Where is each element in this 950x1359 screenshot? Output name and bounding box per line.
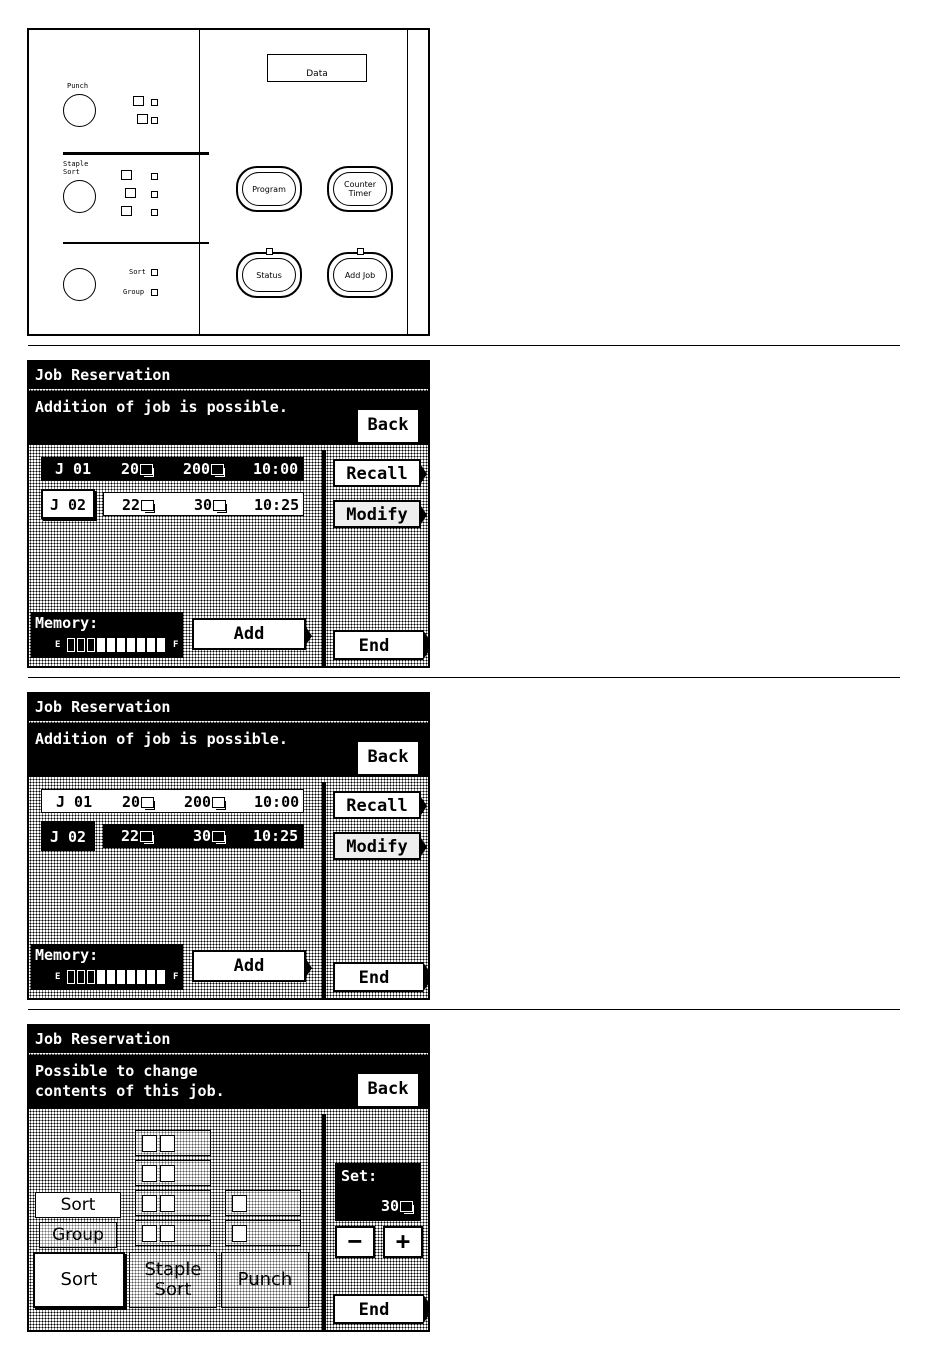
program-label: Program — [242, 172, 296, 206]
group-option[interactable]: Group — [39, 1222, 117, 1248]
message-line-1: Possible to change — [35, 1062, 198, 1080]
copies-icon — [211, 464, 224, 475]
memory-segment — [77, 638, 85, 652]
copies-icon — [212, 831, 225, 842]
sort-indicator — [151, 269, 158, 276]
message-text: Addition of job is possible. — [35, 398, 288, 416]
screen-title: Job Reservation — [29, 694, 428, 721]
memory-segment — [107, 970, 115, 984]
memory-segment — [87, 970, 95, 984]
screen-title: Job Reservation — [29, 362, 428, 389]
add-button[interactable]: Add — [192, 950, 306, 982]
back-button[interactable]: Back — [358, 408, 420, 444]
finish-tile-2 — [135, 1160, 211, 1186]
memory-segment — [97, 638, 105, 652]
job-row-j02-selector[interactable]: J 02 — [41, 489, 95, 519]
memory-segment — [137, 970, 145, 984]
message-line-2: contents of this job. — [35, 1082, 225, 1100]
originals-icon — [140, 831, 153, 842]
memory-segment — [107, 638, 115, 652]
panel-divider — [199, 30, 200, 334]
screen-divider — [322, 450, 326, 666]
originals-count: 22 — [121, 827, 140, 845]
screen-divider — [322, 1114, 326, 1330]
job-id: J 01 — [55, 460, 92, 478]
set-label: Set: — [341, 1167, 378, 1185]
back-button[interactable]: Back — [358, 1072, 420, 1108]
modify-button[interactable]: Modify — [333, 500, 421, 528]
page-icon — [160, 1225, 175, 1242]
set-value: 30 — [380, 1197, 399, 1215]
finish-tile-4 — [135, 1220, 211, 1246]
copies-count: 200 — [183, 460, 211, 478]
panel-separator-2 — [63, 242, 209, 244]
originals-icon — [141, 797, 154, 808]
staple-indicator-3 — [151, 209, 158, 216]
memory-segment — [67, 638, 75, 652]
status-label: Status — [242, 258, 296, 292]
add-job-label: Add Job — [333, 258, 387, 292]
end-button[interactable]: End — [333, 630, 423, 660]
job-row-j02[interactable] — [103, 824, 304, 848]
add-job-key[interactable] — [327, 252, 393, 298]
page-icon — [142, 1195, 157, 1212]
back-button[interactable]: Back — [358, 740, 420, 776]
job-time: 10:25 — [254, 496, 300, 514]
memory-segment — [157, 970, 165, 984]
sort-group-key[interactable] — [63, 268, 96, 301]
add-button[interactable]: Add — [192, 618, 306, 650]
job-reservation-screen-2 — [27, 692, 430, 1000]
memory-full-label: F — [173, 640, 179, 650]
copies-count: 200 — [184, 793, 212, 811]
job-row-j02[interactable] — [103, 492, 304, 516]
page-icon — [160, 1165, 175, 1182]
staple-indicator-1 — [151, 173, 158, 180]
memory-gauge — [31, 944, 183, 990]
status-led — [266, 248, 273, 255]
memory-segment — [87, 638, 95, 652]
data-key[interactable] — [267, 54, 367, 82]
originals-count: 22 — [122, 496, 141, 514]
page-icon — [232, 1195, 247, 1212]
program-key[interactable] — [236, 166, 302, 212]
memory-empty-label: E — [55, 972, 61, 982]
job-reservation-screen-1 — [27, 360, 430, 668]
memory-label: Memory: — [35, 946, 99, 964]
recall-button[interactable]: Recall — [333, 791, 421, 819]
staple-sort-key[interactable] — [63, 180, 96, 213]
punch-3hole-icon — [137, 114, 148, 124]
plus-button[interactable]: + — [383, 1226, 423, 1258]
memory-segment — [117, 970, 125, 984]
staple-sort-label: Staple Sort — [63, 160, 89, 176]
punch-label: Punch — [67, 82, 89, 90]
staple-icon-3 — [121, 206, 132, 216]
staple-sort-button[interactable] — [129, 1252, 217, 1308]
punch-key[interactable] — [63, 94, 96, 127]
page-icon — [160, 1135, 175, 1152]
section-rule-2 — [28, 677, 900, 678]
job-id: J 01 — [56, 793, 93, 811]
staple-icon-1 — [121, 170, 132, 180]
end-button[interactable]: End — [333, 1294, 423, 1324]
job-row-j01[interactable] — [41, 789, 304, 813]
finish-tile-3 — [135, 1190, 211, 1216]
data-label: Data — [306, 69, 328, 79]
originals-count: 20 — [122, 793, 141, 811]
group-label: Group — [123, 288, 145, 296]
section-rule-1 — [28, 345, 900, 346]
originals-icon — [141, 500, 154, 511]
staple-icon-2 — [125, 188, 136, 198]
memory-segment — [137, 638, 145, 652]
group-indicator — [151, 289, 158, 296]
punch-tile-1 — [225, 1190, 301, 1216]
memory-label: Memory: — [35, 614, 99, 632]
counter-timer-label: Counter Timer — [333, 172, 387, 206]
punch-button[interactable]: Punch — [221, 1252, 309, 1308]
memory-segment — [147, 970, 155, 984]
panel-edge — [407, 30, 408, 334]
copies-icon — [213, 500, 226, 511]
memory-segment — [67, 970, 75, 984]
copies-count: 30 — [194, 496, 213, 514]
job-time: 10:25 — [253, 827, 299, 845]
status-key[interactable] — [236, 252, 302, 298]
job-time: 10:00 — [253, 460, 299, 478]
sort-option[interactable]: Sort — [35, 1192, 121, 1218]
sort-button[interactable]: Sort — [33, 1252, 125, 1308]
screen-title: Job Reservation — [29, 1026, 428, 1053]
message-text: Addition of job is possible. — [35, 730, 288, 748]
memory-segment — [127, 970, 135, 984]
recall-button[interactable]: Recall — [333, 459, 421, 487]
memory-full-label: F — [173, 972, 179, 982]
control-panel-illustration — [27, 28, 430, 336]
copies-icon — [212, 797, 225, 808]
memory-segment — [117, 638, 125, 652]
originals-icon — [140, 464, 153, 475]
sort-label: Sort — [129, 268, 146, 276]
page-icon — [232, 1225, 247, 1242]
page-icon — [142, 1165, 157, 1182]
job-reservation-screen-3 — [27, 1024, 430, 1332]
memory-segment — [127, 638, 135, 652]
job-row-j01[interactable] — [41, 457, 304, 481]
page-icon — [160, 1195, 175, 1212]
punch-2hole-icon — [133, 96, 144, 106]
section-rule-3 — [28, 1009, 900, 1010]
punch-indicator-2 — [151, 117, 158, 124]
memory-gauge — [31, 612, 183, 658]
originals-count: 20 — [121, 460, 140, 478]
memory-segment — [97, 970, 105, 984]
job-time: 10:00 — [254, 793, 300, 811]
staple-sort-line-2: Sort — [154, 1279, 192, 1300]
job-row-j02-selector[interactable]: J 02 — [41, 821, 95, 851]
staple-indicator-2 — [151, 191, 158, 198]
add-job-led — [357, 248, 364, 255]
punch-indicator-1 — [151, 99, 158, 106]
screen-divider — [322, 782, 326, 998]
set-quantity-display — [335, 1163, 421, 1221]
copies-icon — [400, 1201, 413, 1212]
memory-segment — [147, 638, 155, 652]
memory-meter — [67, 638, 169, 652]
memory-meter — [67, 970, 169, 984]
counter-timer-key[interactable] — [327, 166, 393, 212]
staple-sort-line-1: Staple — [144, 1259, 202, 1280]
memory-segment — [157, 638, 165, 652]
punch-tile-2 — [225, 1220, 301, 1246]
copies-count: 30 — [193, 827, 212, 845]
end-button[interactable]: End — [333, 962, 423, 992]
page-icon — [142, 1135, 157, 1152]
modify-button[interactable]: Modify — [333, 832, 421, 860]
page-icon — [142, 1225, 157, 1242]
memory-empty-label: E — [55, 640, 61, 650]
panel-separator — [63, 152, 209, 155]
finish-tile-1 — [135, 1130, 211, 1156]
memory-segment — [77, 970, 85, 984]
minus-button[interactable]: − — [335, 1226, 375, 1258]
